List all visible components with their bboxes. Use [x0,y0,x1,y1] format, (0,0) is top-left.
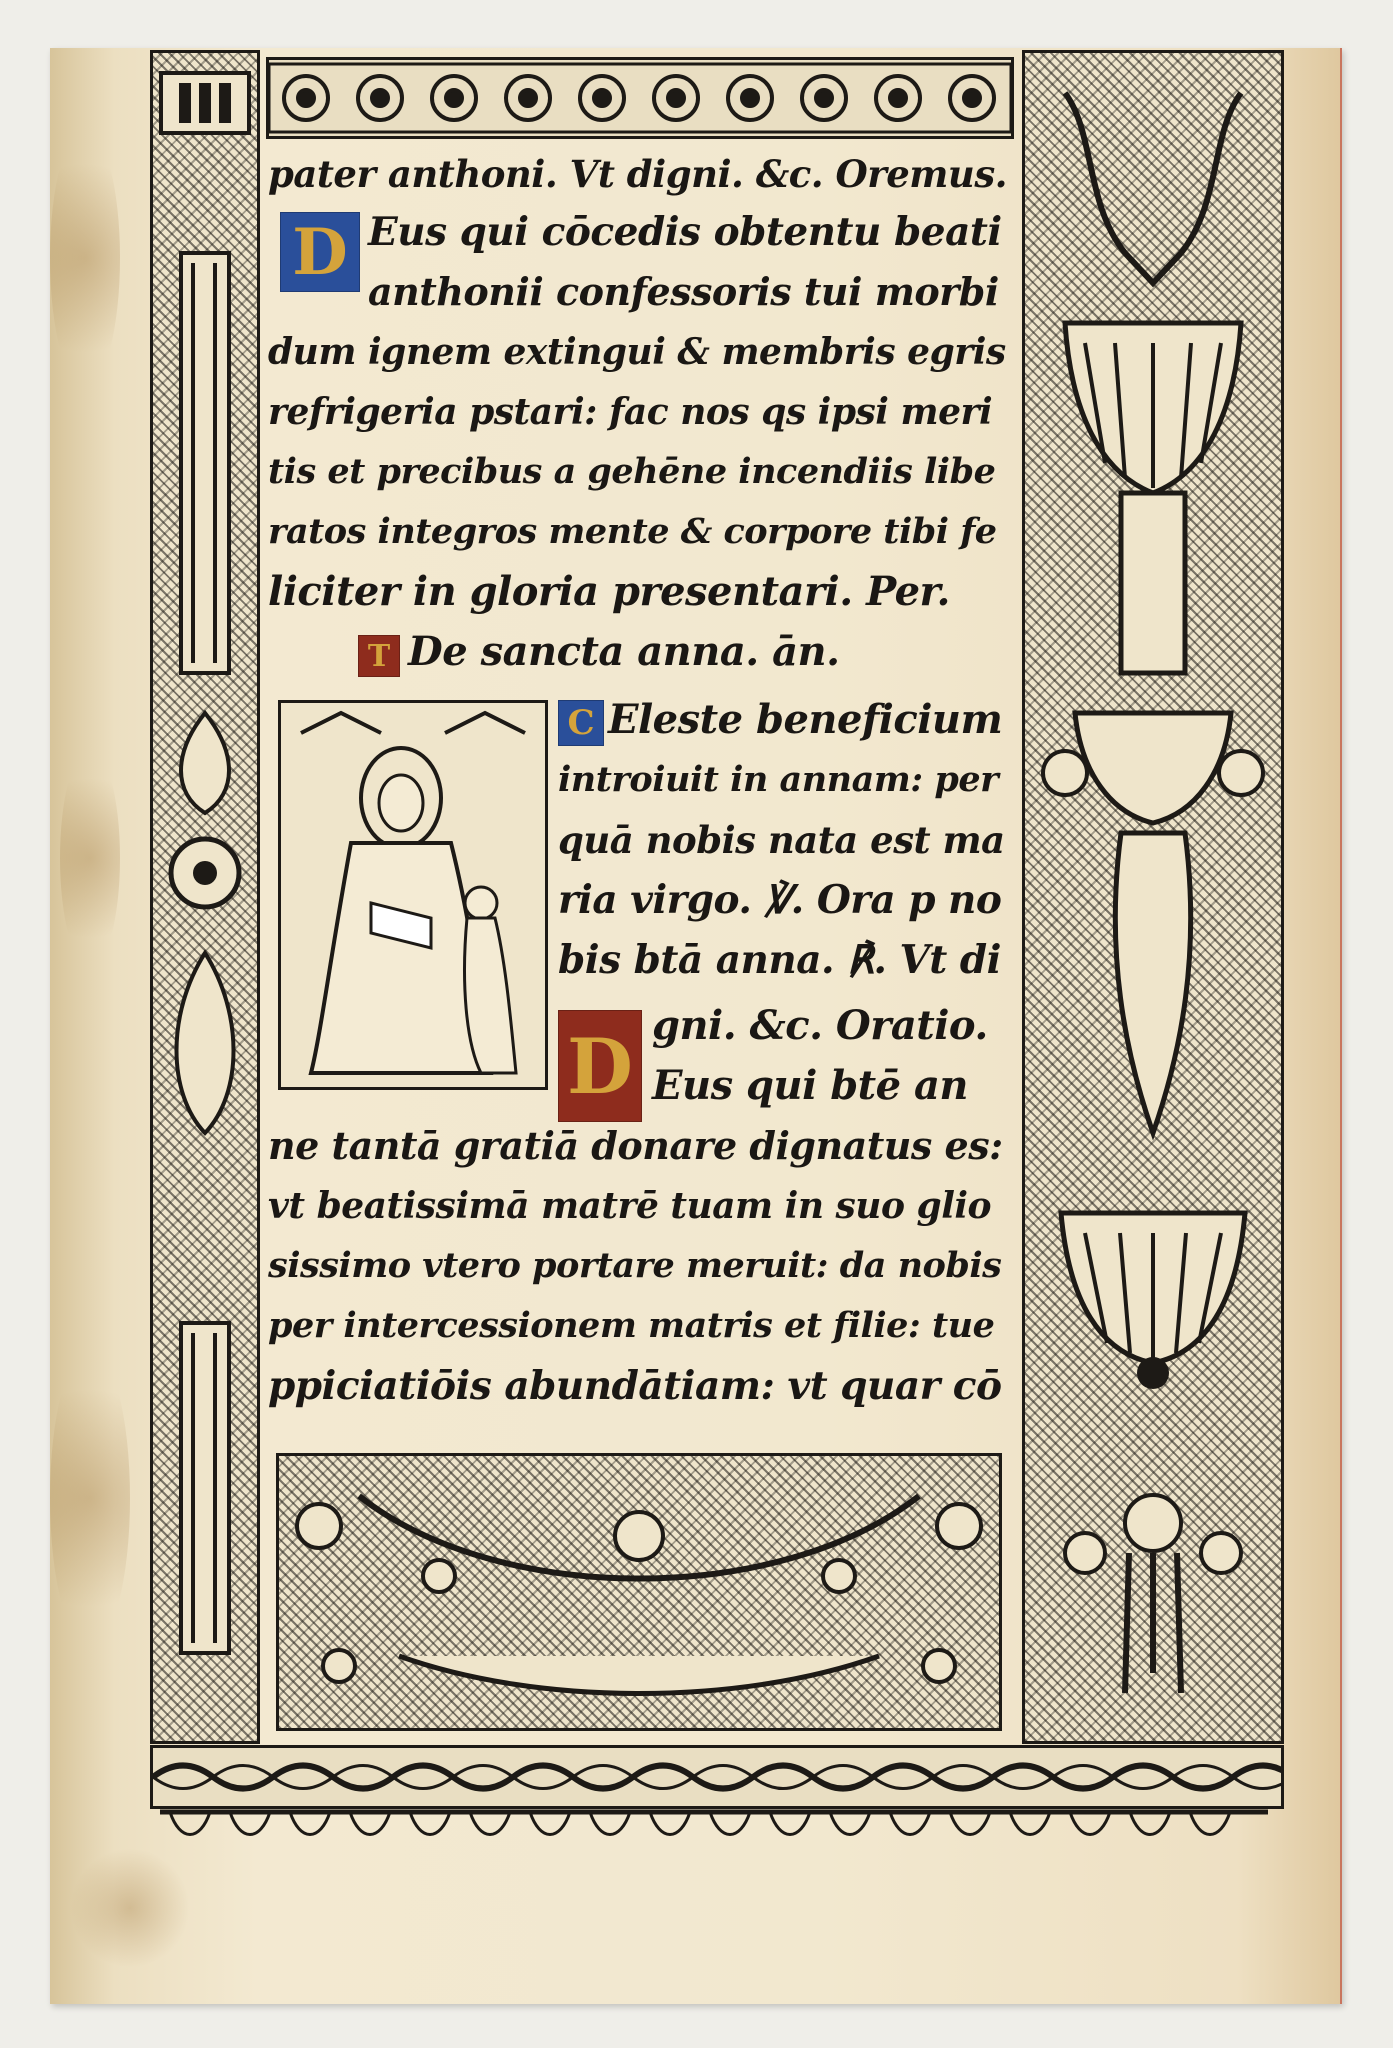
text-line: bis btā anna. ℟. Vt di [558,937,1001,983]
text-line: per intercessionem matris et filie: tue [268,1305,995,1346]
right-column-border [1022,50,1284,1744]
text-line: ne tantā gratiā donare dignatus es: [268,1123,1003,1168]
text-line: liciter in gloria presentari. Per. [268,568,950,615]
illuminated-initial: D [558,1010,642,1122]
illuminated-initial: C [558,700,604,746]
leaf-garland-icon [153,1748,1281,1806]
text-line: Eus qui btē an [652,1062,969,1109]
text-line: dum ignem extingui & membris egris [268,331,1006,373]
bottom-putti-panel [276,1453,1002,1731]
stain [60,748,120,968]
text-line: tis et precibus a gehēne incendiis libe [268,451,996,492]
column-foliage-icon [153,53,257,1741]
stain [50,128,120,388]
vase-dragon-icon [1025,53,1281,1741]
base-molding [150,1745,1284,1809]
top-border-frieze [266,57,1014,139]
text-line: ratos integros mente & corpore tibi fe [268,511,997,552]
text-line: ria virgo. ℣. Ora p no [558,877,1002,923]
putti-scroll-icon [279,1456,999,1728]
text-line: ppiciatiōis abundātiam: vt quar cō [268,1363,1002,1409]
text-line: vt beatissimā matrē tuam in suo glio [268,1185,992,1227]
text-line: anthonii confessoris tui morbi [368,269,999,314]
text-line: pater anthoni. Vt digni. &c. Oremus. [268,152,1008,196]
text-line: Eus qui cōcedis obtentu beati [368,209,1002,255]
text-line: sissimo vtero portare meruit: da nobis [268,1245,1002,1286]
rubric-initial: T [358,635,400,677]
text-block [268,150,1008,1440]
text-line: Eleste beneficium [608,696,1003,743]
left-column-border [150,50,260,1744]
text-line: De sancta anna. ān. [408,628,840,675]
fringe-icon [160,1806,1268,1846]
text-line: introiuit in annam: per [558,759,999,800]
text-line: gni. &c. Oratio. [652,1002,988,1049]
text-line: quā nobis nata est ma [558,818,1005,862]
text-line: refrigeria pstari: fac nos qs ipsi meri [268,391,993,433]
illuminated-initial: D [280,212,360,292]
rosette-frieze-icon [269,60,1011,136]
stain [70,1848,190,1968]
base-fringe [160,1806,1268,1846]
stain [50,1348,130,1648]
